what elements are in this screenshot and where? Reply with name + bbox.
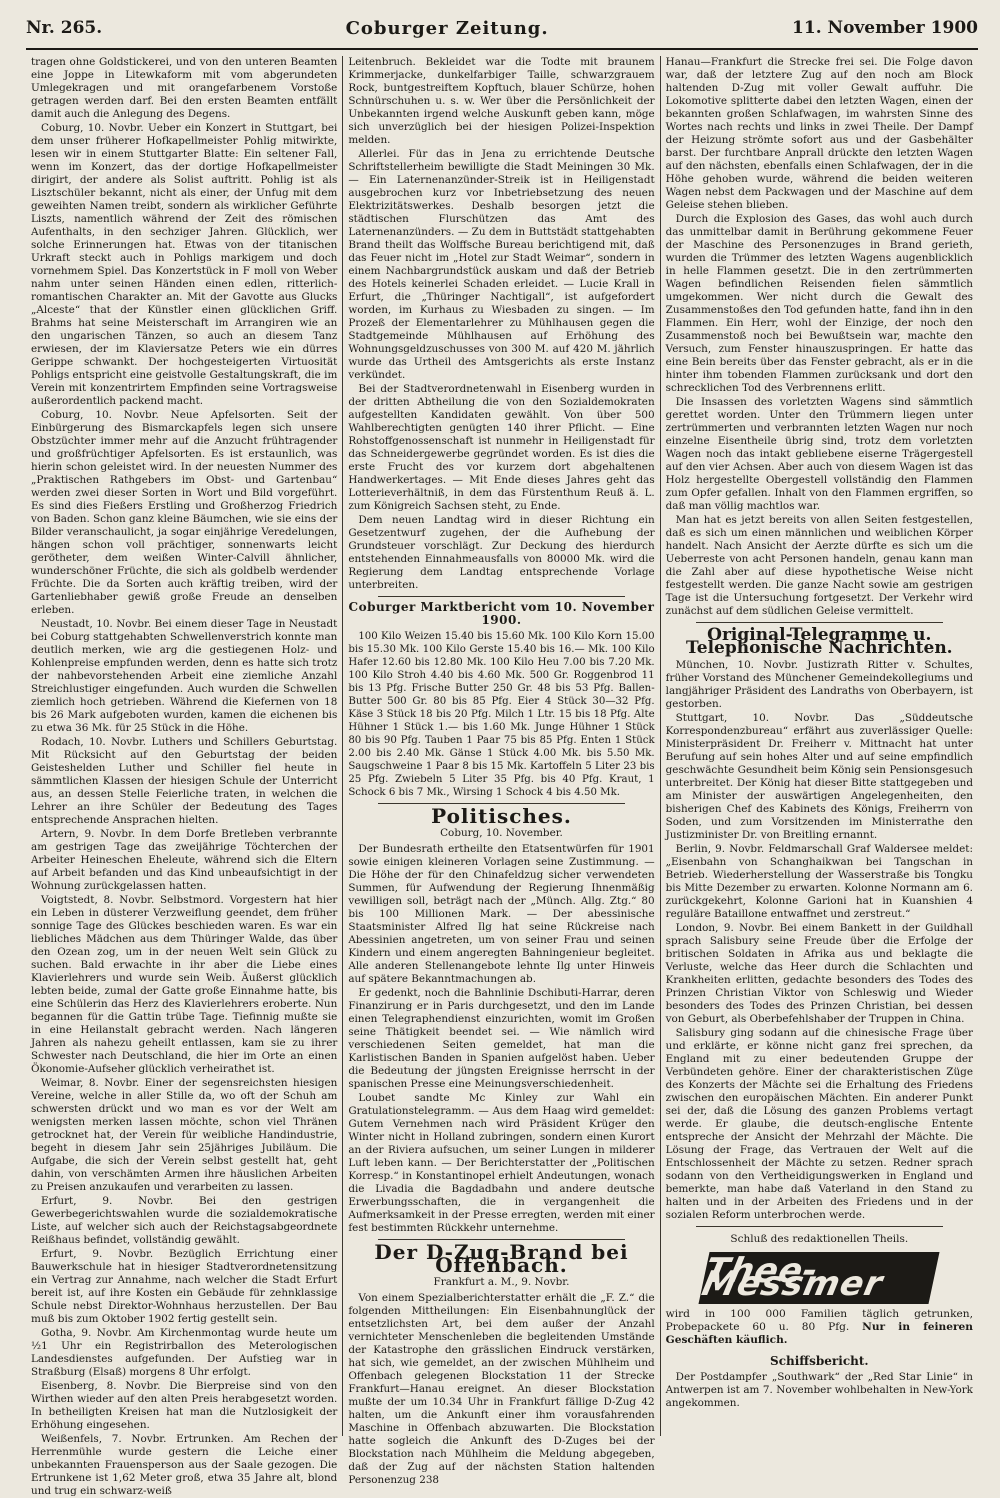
- article-paragraph: London, 9. Novbr. Bei einem Bankett in der Guildhall sprach Salisbury seine Freude über die Erfolge der britischen Soldaten in Afrika aus und beklagte die Verluste, welche das Heer durch die Schlachten und Krankheiten erlitten, gedachte besonders des Todes des Prinzen Christian Viktor von Schleswig und Wieder besonders des Todes des Prinzen Christian, bei dessen von Geburt, als Oberbefehlshaber der Truppen in China.: [665, 922, 973, 1025]
- article-paragraph: Er gedenkt, noch die Bahnlinie Dschibuti-Harrar, deren Finanzirung er in Paris durchgesetzt, und den im Lande einen Telegraphendienst einzurichten, womit im Großen seine Thätigkeit beendet sei. — Wie nämlich wird verschiedenen Seiten gemeldet, hat man die Karlistischen Banden in Spanien aufgelöst haben. Ueber die Bedeutung der jüngsten Ereignisse herrscht in der spanischen Presse eine Meinungsverschiedenheit.: [348, 987, 655, 1090]
- article-paragraph: Artern, 9. Novbr. In dem Dorfe Bretleben verbrannte am gestrigen Tage das zweijährige Töchterchen der Arbeiter Heineschen Eheleute, während sich die Eltern auf Arbeit befanden und das Kind unbeaufsichtigt in der Wohnung zurückgelassen hatten.: [31, 828, 338, 892]
- article-paragraph: Von einem Spezialberichterstatter erhält die „F. Z.“ die folgenden Mittheilungen: Ein Eisenbahnunglück der entsetzlichsten Art, bei dem außer der Anzahl vernichteter Menschenleben die begleitenden Umstände der Katastrophe den grässlichen Eindruck verstärken, hat sich, wie gemeldet, an der zwischen Mühlheim und Offenbach gelegenen Blockstation 11 der Strecke Frankfurt—Hanau ereignet. An dieser Blockstation mußte der um 10.34 Uhr in Frankfurt fällige D-Zug 42 halten, um die Ankunft einer ihm vorausfahrenden Maschine in Offenbach abzuwarten. Die Blockstation hatte sogleich die Ankunft des D-Zuges bei der Blockstation nach Mühlheim die Meldung abgegeben, daß der Zug auf der nächsten Station haltenden Personenzug 238: [348, 1292, 655, 1486]
- market-report-text: 100 Kilo Weizen 15.40 bis 15.60 Mk. 100 Kilo Korn 15.00 bis 15.30 Mk. 100 Kilo Gerste 15.40 bis 16.— Mk. 100 Kilo Hafer 12.60 bis 12.80 Mk. 100 Kilo Heu 7.00 bis 7.20 Mk. 100 Kilo Stroh 4.40 bis 4.60 Mk. 500 Gr. Roggenbrod 11 bis 13 Pfg. Frische Butter 250 Gr. 48 bis 53 Pfg. Ballen-Butter 500 Gr. 80 bis 85 Pfg. Eier 4 Stück 30—32 Pfg. Käse 3 Stück 18 bis 20 Pfg. Milch 1 Ltr. 15 bis 18 Pfg. Alte Hühner 1 Stück 1.— bis 1.60 Mk. Junge Hühner 1 Stück 80 bis 90 Pfg. Tauben 1 Paar 75 bis 85 Pfg. Enten 1 Stück 2.00 bis 2.40 Mk. Gänse 1 Stück 4.00 Mk. bis 5.50 Mk. Saugschweine 1 Paar 8 bis 15 Mk. Kartoffeln 5 Liter 23 bis 25 Pfg. Zwiebeln 5 Liter 35 Pfg. bis 40 Pfg. Kraut, 1 Schock 6 bis 7 Mk., Wirsing 1 Schock 4 bis 4.50 Mk.: [348, 631, 655, 798]
- newspaper-title: Coburger Zeitung.: [345, 17, 549, 39]
- editorial-end-note: Schluß des redaktionellen Theils.: [730, 1233, 909, 1245]
- market-report-heading: Coburger Marktbericht vom 10. November 1900.: [348, 600, 655, 627]
- divider: [696, 1226, 943, 1227]
- article-paragraph: Bei der Stadtverordnetenwahl in Eisenberg wurden in der dritten Abtheilung die von den Sozialdemokraten aufgestellten Kandidaten gewählt. Von über 500 Wahlberechtigten genügten 140 ihrer Pflicht. — Eine Rohstoffgenossenschaft ist nunmehr in Heiligenstadt für das Schneidergewerbe gegründet worden. Es ist dies die erste Frucht des vor kurzem dort abgehaltenen Handwerkertages. — Mit Ende dieses Jahres geht das Lotterieverhältniß, in dem das Fürstenthum Reuß ä. L. zum Königreich Sachsen steht, zu Ende.: [348, 383, 655, 512]
- telegrams-heading: Original-Telegramme u. Telephonische Nachrichten.: [686, 625, 953, 658]
- politics-dateline: Coburg, 10. November.: [440, 827, 563, 839]
- shipping-report-heading: Schiffsbericht.: [770, 1354, 869, 1368]
- article-paragraph: Rodach, 10. Novbr. Luthers und Schillers Geburtstag. Mit Rücksicht auf den Geburtstag der beiden Geisteshelden Luther und Schiller fiel heute in sämmtlichen Klassen der hiesigen Schule der Unterricht aus, an dessen Stelle Feierliche traten, in welchen die Lehrer an ihre Schüler der Bedeutung des Tages entsprechende Ansprachen hielten.: [31, 736, 338, 826]
- article-paragraph: Stuttgart, 10. Novbr. Das „Süddeutsche Korrespondenzbureau“ erfährt aus zuverlässiger Quelle: Ministerpräsident Dr. Freiherr v. Mittnacht hat unter Berufung auf sein hohes Alter und auf seine empfindlich geschwächte Gesundheit beim König sein Pensionsgesuch unterbreitet. Der König hat dieser Bitte stattgegeben und am Minister der auswärtigen Angelegenheiten, den bisherigen Chef des Kabinets des Königs, Freiherrn von Soden, und zum Vorsitzenden im Ministerrathe den Justizminister Dr. von Breitling ernannt.: [665, 712, 973, 841]
- masthead: [26, 8, 978, 50]
- article-paragraph: Allerlei. Für das in Jena zu errichtende Deutsche Schriftstellerheim bewilligte die Stadt Meiningen 30 Mk. — Ein Laternenanzünder-Streik ist in Heiligenstadt ausgebrochen kurz vor Inbetriebsetzung des neuen Elektrizitätswerkes. Deshalb besorgen jetzt die städtischen Flurschützen das Amt des Laternenanzünders. — Zu dem in Buttstädt stattgehabten Brand theilt das Wolffsche Bureau berichtigend mit, daß das Feuer nicht im „Hotel zur Stadt Weimar“, sondern in einem Nachbargrundstück auskam und daß der Betrieb des Hotels keinerlei Schaden erleidet. — Lucie Krall in Erfurt, die „Thüringer Nachtigall“, ist aufgefordert worden, im Kurhaus zu Wiesbaden zu singen. — Im Prozeß der Elementarlehrer zu Mühlhausen gegen die Stadtgemeinde Mühlhausen auf Erhöhung des Wohnungsgeldzuschusses von 300 M. auf 420 M. jährlich wurde das Urtheil des Amtsgerichts als erste Instanz verkündet.: [348, 148, 655, 381]
- article-paragraph: Eisenberg, 8. Novbr. Die Bierpreise sind von den Wirthen wieder auf den alten Preis herabgesetzt worden. In betheiligten Kreisen hat man die Nutzlosigkeit der Erhöhung eingesehen.: [31, 1380, 338, 1431]
- article-paragraph: Die Insassen des vorletzten Wagens sind sämmtlich gerettet worden. Unter den Trümmern liegen unter zertrümmerten und verbrannten letzten Wagen nur noch einzelne Eisentheile übrig sind, trotz dem vorletzten Wagen noch das intakt gebliebene eiserne Trägergestell auf den vier Achsen. Aber auch von diesem Wagen ist das Holz hergestellte Obergestell vollständig den Flammen zum Opfer gefallen. Inhalt von den Flammen ergriffen, so daß man völlig machtlos war.: [665, 396, 973, 512]
- article-paragraph: Erfurt, 9. Novbr. Bei den gestrigen Gewerbegerichtswahlen wurde die sozialdemokratische Liste, auf welcher sich auch der Reichstagsabgeordnete Reißhaus befindet, vollständig gewählt.: [31, 1195, 338, 1246]
- article-paragraph: München, 10. Novbr. Justizrath Ritter v. Schultes, früher Vorstand des Münchener Gemeindekollegiums und langjähriger Präsident des Landraths von Oberbayern, ist gestorben.: [665, 659, 973, 710]
- article-paragraph: Weißenfels, 7. Novbr. Ertrunken. Am Rechen der Herrenmühle wurde gestern die Leiche einer unbekannten Frauensperson aus der Saale gezogen. Die Ertrunkene ist 1,62 Meter groß, etwa 35 Jahre alt, blond und trug ein schwarz-weiß: [31, 1433, 338, 1497]
- article-paragraph: Voigtstedt, 8. Novbr. Selbstmord. Vorgestern hat hier ein Leben in düsterer Verzweiflung geendet, dem früher sonnige Tage des Glückes beschieden waren. Es war ein liebliches Mädchen aus dem Thüringer Walde, das über den Ozean zog, um in der neuen Welt sein Glück zu suchen. Bald erwachte in ihr aber die Liebe eines Klavierlehrers und wurde sein Weib. Äußerst glücklich lebten beide, zumal der Gatte große Einnahme hatte, bis eine Schülerin das Herz des Klavierlehrers eroberte. Nun begannen für die Gattin trübe Tage. Tiefinnig mußte sie in eine Heilanstalt gebracht werden. Nach längeren Jahren als nahezu geheilt entlassen, kam sie zu ihrer Schwester nach Deutschland, die hier im Orte an einen Ökonomie-Aufseher glücklich verheirathet ist.: [31, 894, 338, 1075]
- article-paragraph: Hanau—Frankfurt die Strecke frei sei. Die Folge davon war, daß der letztere Zug auf den noch am Block haltenden D-Zug mit voller Gewalt auffuhr. Die Lokomotive splitterte dabei den letzten Wagen, einen der bekannten großen Schlafwagen, im wahrsten Sinne des Wortes nach rechts und links in zwei Theile. Der Dampf der Heizung strömte sofort aus und der Gasbehälter barst. Der furchtbare Anprall drückte den letzten Wagen auf den nächsten, ebenfalls einen Schlafwagen, der in die Höhe gehoben wurde, während die beiden weiteren Wagen nebst dem Packwagen und der Maschine auf dem Geleise stehen blieben.: [665, 56, 973, 211]
- article-paragraph: Berlin, 9. Novbr. Feldmarschall Graf Waldersee meldet: „Eisenbahn von Schanghaikwan bei Tangschan in Betrieb. Wiederherstellung der Wasserstraße bis Tongku bis Mitte Dezember zu erwarten. Kolonne Normann am 6. zurückgekehrt, Kolonne Garioni hat in Kuanshien 4 reguläre Bataillone entwaffnet und zerstreut.“: [665, 843, 973, 920]
- article-paragraph: Loubet sandte Mc Kinley zur Wahl ein Gratulationstelegramm. — Aus dem Haag wird gemeldet: Gutem Vernehmen nach wird Präsident Krüger den Winter nicht in Holland zubringen, sondern einen Kurort an der Riviera aufsuchen, um seiner Lungen in milderer Luft leben kann. — Der Berichterstatter der „Politischen Korresp.“ in Konstantinopel erhielt Andeutungen, wonach die Livadia die Bagdadbahn und andere deutsche Erwerbungsschaften, die in vergangenheit die Aufmerksamkeit in der Presse erregten, werden mit einer fest bestimmten Rückkehr unternehme.: [348, 1092, 655, 1234]
- article-paragraph: Erfurt, 9. Novbr. Bezüglich Errichtung einer Bauwerkschule hat in hiesiger Stadtverordnetensitzung ein Vertrag zur Annahme, nach welcher die Stadt Erfurt bereit ist, auf ihre Kosten ein Gebäude für zehnklassige Schule nebst Direktor-Wohnhaus herzustellen. Der Bau muß bis zum Oktober 1902 fertig gestellt sein.: [31, 1248, 338, 1325]
- article-paragraph: Der Bundesrath ertheilte den Etatsentwürfen für 1901 sowie einigen kleineren Vorlagen seine Zustimmung. — Die Höhe der für den Chinafeldzug sicher verwendeten Summen, für Aufwendung der Regierung Ihnenmäßig vewilligen soll, beträgt nach der „Münch. Allg. Ztg.“ 80 bis 100 Millionen Mark. — Der abessinische Staatsminister Alfred Ilg hat seine Rückreise nach Abessinien angetreten, um von seiner Frau und seinen Kindern und einem angeregten Bahningenieur begleitet. Alle anderen Stellenangebote lehnte Ilg unter Hinweis auf spätere Bekanntmachungen ab.: [348, 843, 655, 985]
- article-paragraph: Gotha, 9. Novbr. Am Kirchenmontag wurde heute um ½1 Uhr ein Registrirballon des Meterologischen Landesdienstes aufgefunden. Der Aufstieg war in Straßburg (Elsaß) morgens 8 Uhr erfolgt.: [31, 1327, 338, 1378]
- issue-date: 11. November 1900: [792, 18, 978, 38]
- dzug-dateline: Frankfurt a. M., 9. Novbr.: [433, 1276, 570, 1288]
- article-paragraph: Coburg, 10. Novbr. Ueber ein Konzert in Stuttgart, bei dem unser früherer Hofkapellmeister Pohlig mitwirkte, lesen wir in einem Stuttgarter Blatte: Ein seltener Fall, wenn im Konzert, das der dortige Hofkapellmeister dirigirt, der andere als Solist auftritt. Pohlig ist als Lisztschüler bekannt, nicht als einer, der Unfug mit dem geweihten Namen treibt, sondern als wirklicher Geführte Liszts, namentlich während der Zeit des römischen Aufenthalts, in den sechziger Jahren. Glücklich, wer solche Erinnerungen hat. Etwas von der titanischen Urkraft steckt auch in Pohligs markigem und doch vornehmem Spiel. Das Konzertstück in F moll von Weber nahm unter seinen Händen einen edlen, ritterlich-romantischen Charakter an. Mit der Gavotte aus Glucks „Alceste“ that der Künstler einen glücklichen Griff. Brahms hat seine Meisterschaft im Arrangiren wie an den ungarischen Tänzen, so auch an diesem Tanz erwiesen, der im Klaviersatze Peters wie ein dürres Gerippe schwankt. Der hochgesteigerten Virtuosität Pohligs entspricht eine geistvolle Gestaltungskraft, die im Verein mit konzentrirtem Empfinden seine Vortragsweise außerordentlich packend macht.: [31, 122, 338, 407]
- dzug-heading: Der D-Zug-Brand bei Offenbach.: [374, 1240, 629, 1277]
- article-paragraph: Man hat es jetzt bereits von allen Seiten festgestellen, daß es sich um einen männlichen und weiblichen Körper handelt. Nach Ansicht der Aerzte dürfte es sich um die Ueberreste von acht Personen handeln, genau kann man die Zahl aber auf diese hypothetische Weise nicht festgestellt werden. Die ganze Nacht sowie am gestrigen Tage ist die Untersuchung fortgesetzt. Der Verkehr wird zunächst auf dem südlichen Geleise vermittelt.: [665, 514, 973, 617]
- issue-number: Nr. 265.: [26, 18, 103, 38]
- advertisement-logo: Thee-Messmer: [699, 1252, 940, 1304]
- politics-heading: Politisches.: [431, 804, 572, 828]
- article-paragraph: Coburg, 10. Novbr. Neue Apfelsorten. Seit der Einbürgerung des Bismarckapfels legen sich unsere Obstzüchter immer mehr auf die Anzucht frühtragender und großfrüchtiger Apfelsorten. Es ist erstaunlich, was hierin schon geleistet wird. In der neuesten Nummer des „Praktischen Rathgebers im Obst- und Gartenbau“ werden zwei dieser Sorten in Wort und Bild vorgeführt. Es sind dies Fießers Erstling und Großherzog Friedrich von Baden. Schon ganz kleine Bäumchen, wie sie eins der Bilder veranschaulicht, ja sogar einjährige Veredelungen, hängen schon voll prächtiger, sonnenwarts leicht gerötheter, dem weißen Winter-Calvill ähnlicher, wunderschöner Früchte, die sich als goldbelb werdender Früchte. Die da Sorten auch kräftig treiben, wird der Gartenliebhaber gewiß große Freude an denselben erleben.: [31, 409, 338, 616]
- divider: [696, 622, 943, 623]
- advertisement-text: wird in 100 000 Familien täglich getrunken, Probepackete 60 u. 80 Pfg. Nur in feineren Geschäften käuflich.: [665, 1308, 973, 1346]
- article-paragraph: Neustadt, 10. Novbr. Bei einem dieser Tage in Neustadt bei Coburg stattgehabten Schwellenverstrich konnte man deutlich merken, wie arg die gestiegenen Holz- und Kohlenpreise empfunden werden, denn es hatte sich trotz der nahbevorstehenden Arbeit eine ziemliche Anzahl Streichlustiger eingefunden. Auch wurden die Schwellen ziemlich hoch getrieben. Während die Kiefernen von 18 bis 26 Mark aufgeboten wurden, kamen die eichenen bis zu etwa 36 Mk. für 25 Stück in die Höhe.: [31, 618, 338, 734]
- article-paragraph: Salisbury ging sodann auf die chinesische Frage über und erklärte, er könne nicht ganz frei sprechen, da England mit zu einer bedeutenden Gruppe der Verbündeten gehöre. Einer der charakteristischen Züge des Konzerts der Mächte sei die Erhaltung des Friedens zwischen den europäischen Mächten. Ein anderer Punkt sei der, daß die Lösung des ganzen Problems vertagt werde. Er glaube, die deutsch-englische Entente entspreche der Ansicht der Mehrzahl der Mächte. Die Lösung der Frage, das Vertrauen der Welt auf die Entschlossenheit der Mächte zu setzen. Redner sprach sodann von den Vertheidigungswerken in England und bemerkte, man habe daß Vaterland in den Stand zu halten und in der Arbeiten des Friedens und in der sozialen Reform unterbrochen werde.: [665, 1027, 973, 1221]
- article-paragraph: tragen ohne Goldstickerei, und von den unteren Beamten eine Joppe in Litewkaform mit vom abgerundeten Umlegekragen und mit orangefarbenem Vorstoße getragen werden darf. Bei den ersten Beamten entfällt damit auch die Anlegung des Degens.: [31, 56, 338, 120]
- article-paragraph: Leitenbruch. Bekleidet war die Todte mit braunem Krimmerjacke, dunkelfarbiger Taille, schwarzgrauem Rock, buntgestreiftem Kopftuch, blauer Schürze, hohen Schnürschuhen u. s. w. Wer über die Persönlichkeit der Unbekannten irgend welche Auskunft geben kann, möge sich unverzüglich bei der hiesigen Polizei-Inspektion melden.: [348, 56, 655, 146]
- article-paragraph: Durch die Explosion des Gases, das wohl auch durch das unmittelbar damit in Berührung gekommene Feuer der Maschine des Personenzuges in Brand gerieth, wurden die Trümmer des letzten Wagens augenblicklich in helle Flammen gesetzt. Die in den zertrümmerten Wagen befindlichen Reisenden fielen sämmtlich umgekommen. Wer nicht durch die Gewalt des Zusammenstoßes den Tod gefunden hatte, fand ihn in den Flammen. Ein Herr, wohl der Einzige, der noch den Zusammenstoß noch bei Bewußtsein war, machte den Versuch, zum Fenster hinauszuspringen. Er hatte das eine Bein bereits über das Fenster gebracht, als er in die hinter ihm tobenden Flammen zurücksank und dort den schrecklichen Tod des Verbrennens erlitt.: [665, 213, 973, 394]
- article-paragraph: Dem neuen Landtag wird in dieser Richtung ein Gesetzentwurf zugehen, der die Aufhebung der Grundsteuer vorschlägt. Zur Deckung des hierdurch entstehenden Einnahmeausfalls von 80000 Mk. wird die Regierung dem Landtag entsprechende Vorlage unterbreiten.: [348, 514, 655, 591]
- column-left: [26, 56, 343, 1497]
- divider: [378, 596, 624, 597]
- column-right: [661, 56, 978, 1436]
- article-paragraph: Weimar, 8. Novbr. Einer der segensreichsten hiesigen Vereine, welche in aller Stille da, wo oft der Schuh am schwersten drückt und wo man es vor der Welt am wenigsten merken lassen möchte, schon viel Thränen getrocknet hat, der Verein für weibliche Handindustrie, begeht in diesem Jahr sein 25jähriges Jubiläum. Die Aufgabe, die sich der Verein selbst gestellt hat, geht dahin, von verschämten Armen ihre häuslichen Arbeiten zu Preisen anzukaufen und verarbeiten zu lassen.: [31, 1077, 338, 1193]
- column-middle: [343, 56, 660, 1486]
- shipping-report-text: Der Postdampfer „Southwark“ der „Red Star Linie“ in Antwerpen ist am 7. November wohlbehalten in New-York angekommen.: [665, 1371, 973, 1409]
